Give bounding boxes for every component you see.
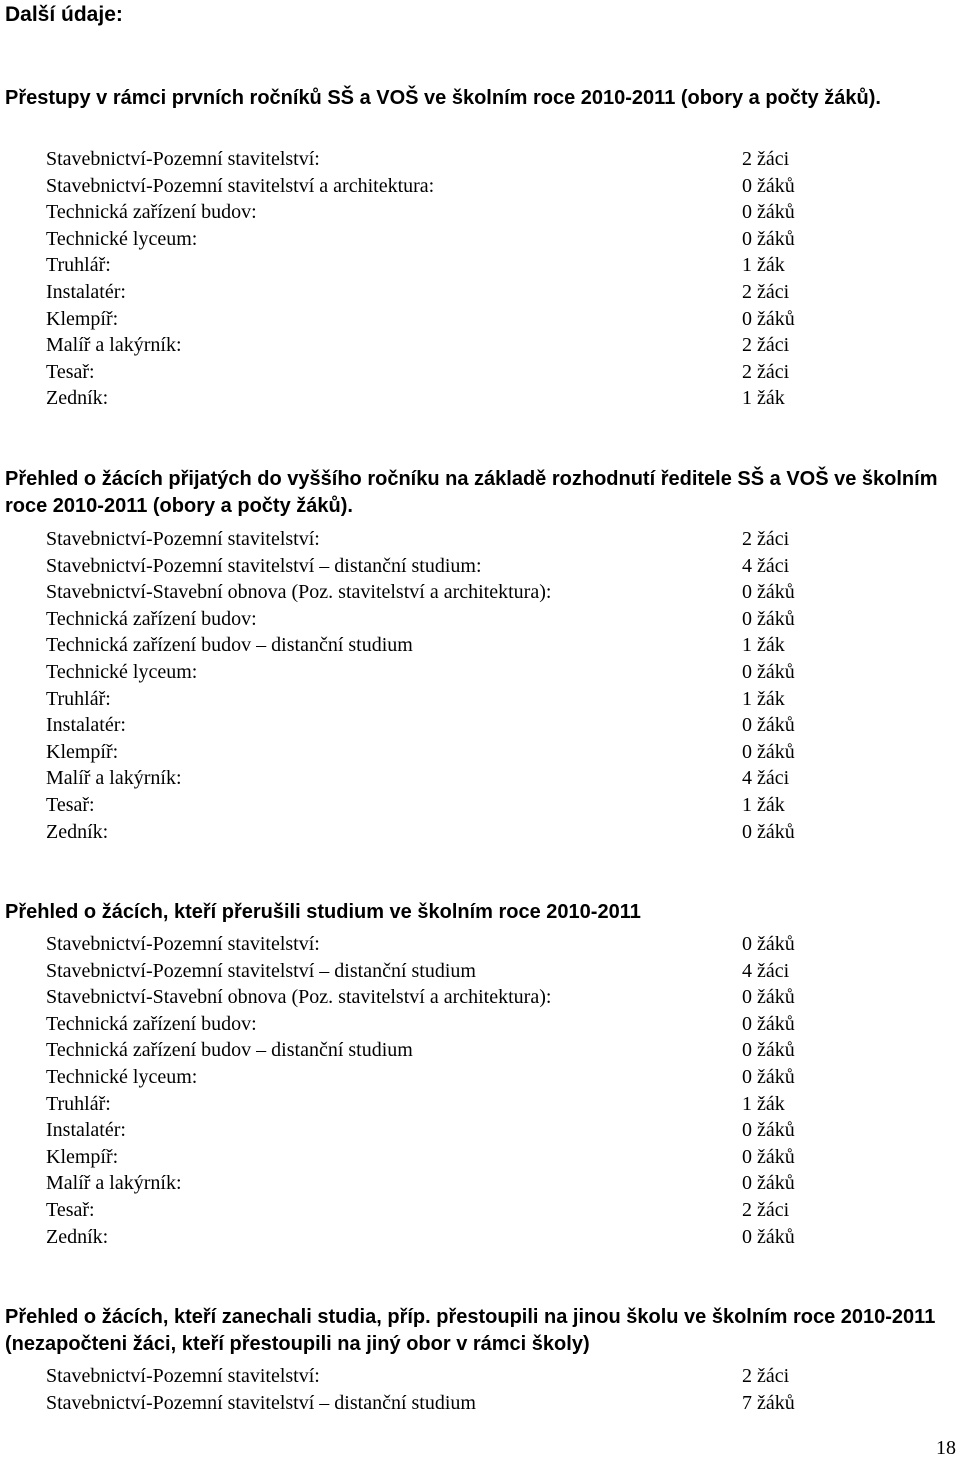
- student-count: 0 žáků: [742, 1065, 795, 1088]
- list-item: [0, 526, 960, 553]
- field-of-study-label: Tesař:: [46, 360, 95, 383]
- student-count: 0 žáků: [742, 1012, 795, 1035]
- student-count: 1 žák: [742, 254, 785, 277]
- list-item: [0, 686, 960, 713]
- field-of-study-label: Klempíř:: [46, 740, 119, 763]
- list-item: [0, 819, 960, 846]
- field-of-study-label: Tesař:: [46, 1198, 95, 1221]
- list-item: [0, 306, 960, 333]
- student-count: 2 žáci: [742, 1198, 790, 1221]
- field-of-study-label: Malíř a lakýrník:: [46, 1172, 182, 1195]
- student-count: 0 žáků: [742, 1119, 795, 1142]
- student-count: 2 žáci: [742, 148, 790, 170]
- field-of-study-label: Technická zařízení budov:: [46, 1012, 257, 1035]
- list-item: [0, 632, 960, 659]
- page-number: 18: [936, 1437, 956, 1459]
- list-item: [0, 1224, 960, 1251]
- field-of-study-label: Truhlář:: [46, 1092, 111, 1115]
- list-item: [0, 659, 960, 686]
- field-of-study-label: Technické lyceum:: [46, 227, 198, 250]
- left-studies-list: [0, 1363, 960, 1416]
- page-title: Další údaje:: [5, 3, 123, 26]
- student-count: 1 žák: [742, 387, 785, 410]
- field-of-study-label: Technická zařízení budov:: [46, 607, 257, 630]
- list-item: [0, 252, 960, 279]
- field-of-study-label: Klempíř:: [46, 1145, 119, 1168]
- list-item: [0, 739, 960, 766]
- list-item: [0, 1197, 960, 1224]
- list-item: [0, 1117, 960, 1144]
- student-count: 0 žáků: [742, 1225, 795, 1248]
- list-item: [0, 553, 960, 580]
- field-of-study-label: Stavebnictví-Stavební obnova (Poz. stavitelství a architektura):: [46, 986, 552, 1009]
- student-count: 0 žáků: [742, 714, 795, 737]
- field-of-study-label: Instalatér:: [46, 280, 126, 303]
- student-count: 0 žáků: [742, 820, 795, 843]
- field-of-study-label: Stavebnictví-Pozemní stavitelství – distanční studium: [46, 959, 476, 982]
- admitted-higher-year-list: [0, 526, 960, 845]
- list-item: [0, 385, 960, 412]
- list-item: [0, 958, 960, 985]
- field-of-study-label: Zedník:: [46, 1225, 109, 1248]
- student-count: 0 žáků: [742, 227, 795, 250]
- section-heading-transfers: Přestupy v rámci prvních ročníků SŠ a VOŠ ve školním roce 2010-2011 (obory a počty žáků).: [5, 87, 881, 109]
- student-count: 0 žáků: [742, 986, 795, 1009]
- field-of-study-label: Instalatér:: [46, 714, 126, 737]
- student-count: 4 žáci: [742, 554, 790, 577]
- student-count: 2 žáci: [742, 280, 790, 303]
- list-item: [0, 606, 960, 633]
- field-of-study-label: Technická zařízení budov – distanční studium: [46, 1039, 413, 1062]
- list-item: [0, 332, 960, 359]
- student-count: 1 žák: [742, 793, 785, 816]
- field-of-study-label: Zedník:: [46, 387, 109, 410]
- field-of-study-label: Stavebnictví-Pozemní stavitelství:: [46, 1365, 320, 1387]
- list-item: [0, 1144, 960, 1171]
- student-count: 0 žáků: [742, 740, 795, 763]
- student-count: 1 žák: [742, 687, 785, 710]
- list-item: [0, 226, 960, 253]
- student-count: 0 žáků: [742, 933, 795, 955]
- list-item: [0, 359, 960, 386]
- student-count: 0 žáků: [742, 307, 795, 330]
- field-of-study-label: Stavebnictví-Pozemní stavitelství a architektura:: [46, 174, 435, 197]
- field-of-study-label: Stavebnictví-Pozemní stavitelství:: [46, 528, 320, 550]
- field-of-study-label: Zedník:: [46, 820, 109, 843]
- student-count: 0 žáků: [742, 201, 795, 224]
- field-of-study-label: Malíř a lakýrník:: [46, 767, 182, 790]
- student-count: 2 žáci: [742, 334, 790, 357]
- list-item: [0, 579, 960, 606]
- student-count: 2 žáci: [742, 1365, 790, 1387]
- student-count: 0 žáků: [742, 1145, 795, 1168]
- list-item: [0, 1363, 960, 1390]
- list-item: [0, 1037, 960, 1064]
- student-count: 0 žáků: [742, 660, 795, 683]
- student-count: 1 žák: [742, 634, 785, 657]
- field-of-study-label: Klempíř:: [46, 307, 119, 330]
- student-count: 0 žáků: [742, 174, 795, 197]
- list-item: [0, 1064, 960, 1091]
- student-count: 7 žáků: [742, 1391, 795, 1414]
- student-count: 0 žáků: [742, 607, 795, 630]
- section-heading-left-studies: Přehled o žácích, kteří zanechali studia, příp. přestoupili na jinou školu ve školním roce 2010-2011 (nezapočteni žáci, kteří přestoupili na jiný obor v rámci školy): [5, 1306, 936, 1355]
- student-count: 4 žáci: [742, 767, 790, 790]
- list-item: [0, 712, 960, 739]
- list-item: [0, 1011, 960, 1038]
- field-of-study-label: Technická zařízení budov – distanční studium: [46, 634, 413, 657]
- field-of-study-label: Malíř a lakýrník:: [46, 334, 182, 357]
- list-item: [0, 792, 960, 819]
- field-of-study-label: Technická zařízení budov:: [46, 201, 257, 224]
- list-item: [0, 931, 960, 958]
- field-of-study-label: Technické lyceum:: [46, 660, 198, 683]
- field-of-study-label: Instalatér:: [46, 1119, 126, 1142]
- student-count: 0 žáků: [742, 581, 795, 604]
- interrupted-studies-list: [0, 931, 960, 1250]
- list-item: [0, 1091, 960, 1118]
- list-item: [0, 173, 960, 200]
- field-of-study-label: Stavebnictví-Pozemní stavitelství – distanční studium: [46, 1391, 476, 1414]
- field-of-study-label: Stavebnictví-Pozemní stavitelství:: [46, 933, 320, 955]
- student-count: 1 žák: [742, 1092, 785, 1115]
- student-count: 0 žáků: [742, 1172, 795, 1195]
- section-heading-interrupted-studies: Přehled o žácích, kteří přerušili studium ve školním roce 2010-2011: [5, 901, 641, 923]
- list-item: [0, 279, 960, 306]
- field-of-study-label: Truhlář:: [46, 254, 111, 277]
- student-count: 2 žáci: [742, 528, 790, 550]
- field-of-study-label: Technické lyceum:: [46, 1065, 198, 1088]
- field-of-study-label: Stavebnictví-Pozemní stavitelství – distanční studium:: [46, 554, 482, 577]
- list-item: [0, 984, 960, 1011]
- field-of-study-label: Tesař:: [46, 793, 95, 816]
- field-of-study-label: Stavebnictví-Pozemní stavitelství:: [46, 148, 320, 170]
- list-item: [0, 199, 960, 226]
- section-heading-admitted-higher-year: Přehled o žácích přijatých do vyššího ročníku na základě rozhodnutí ředitele SŠ a VOŠ ve školním roce 2010-2011 (obory a počty žáků).: [5, 468, 938, 517]
- transfers-list: [0, 146, 960, 412]
- student-count: 2 žáci: [742, 360, 790, 383]
- list-item: [0, 765, 960, 792]
- student-count: 4 žáci: [742, 959, 790, 982]
- student-count: 0 žáků: [742, 1039, 795, 1062]
- list-item: [0, 1390, 960, 1417]
- list-item: [0, 146, 960, 173]
- field-of-study-label: Truhlář:: [46, 687, 111, 710]
- list-item: [0, 1170, 960, 1197]
- field-of-study-label: Stavebnictví-Stavební obnova (Poz. stavitelství a architektura):: [46, 581, 552, 604]
